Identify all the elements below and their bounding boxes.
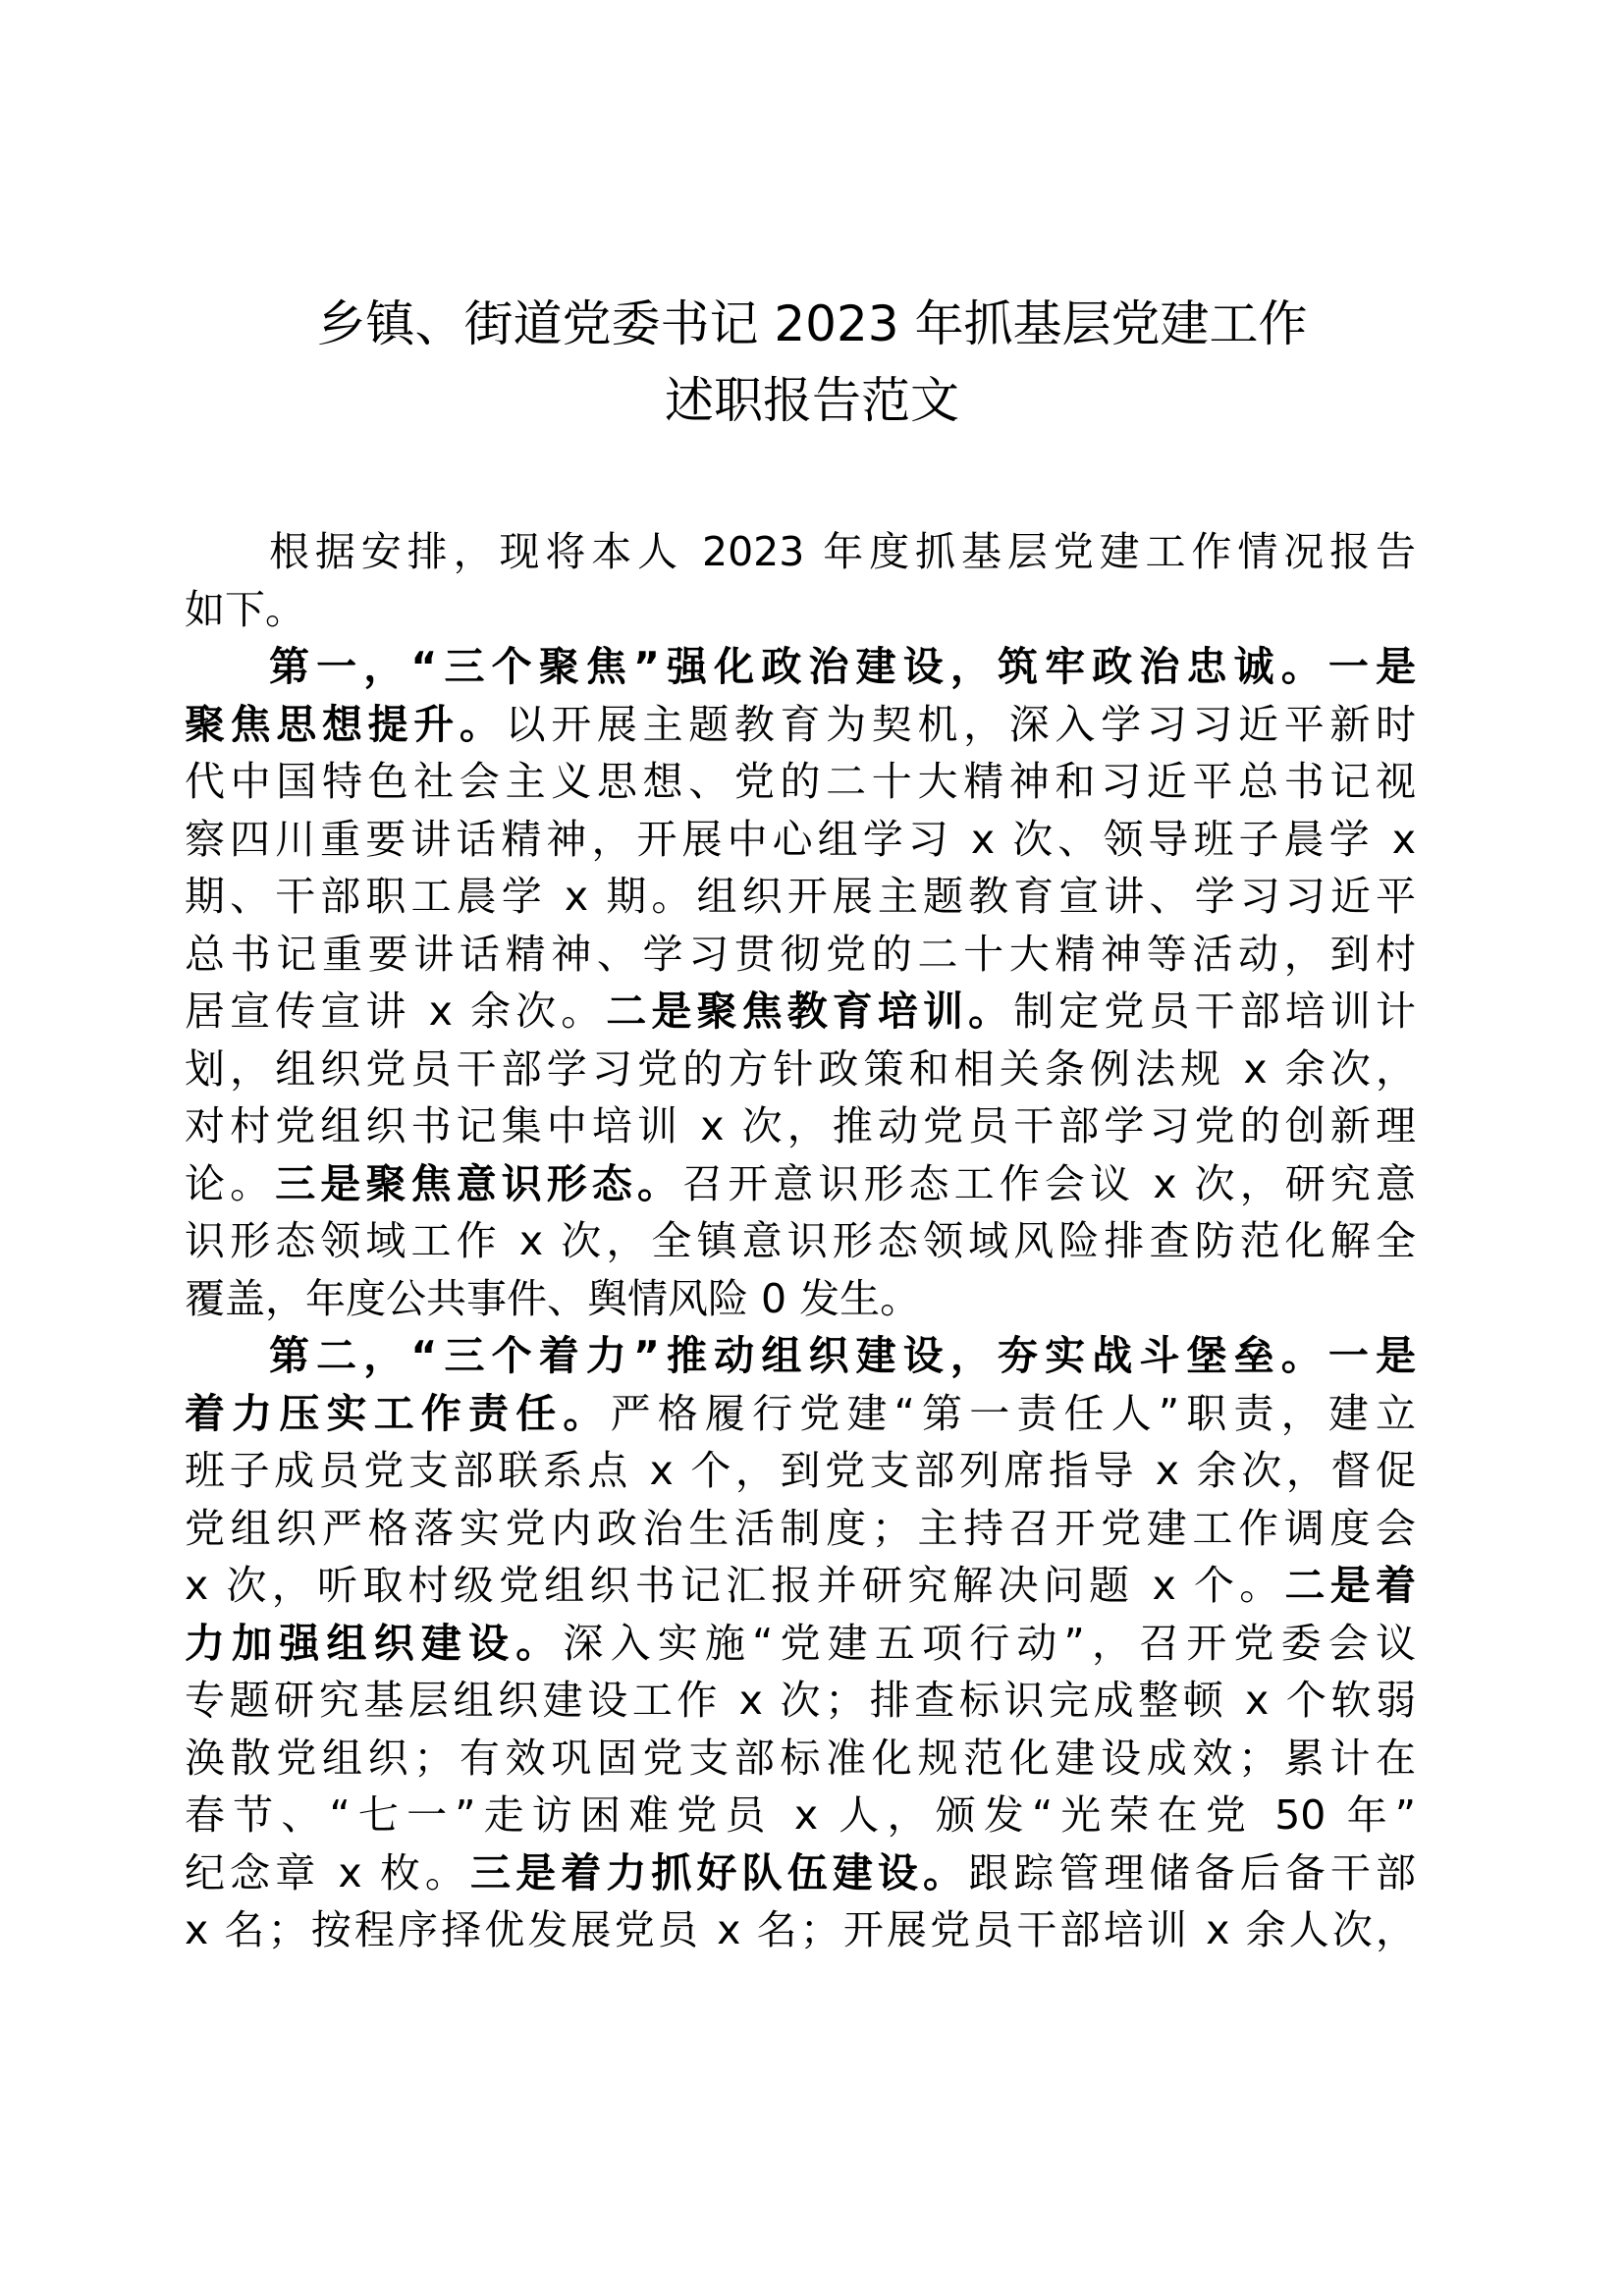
body-text: 专题研究基层组织建设工作 x 次；排查标识完成整顿 x 个软弱 — [185, 1677, 1416, 1724]
body-text: 严格履行党建“第一责任人”职责，建立 — [610, 1389, 1416, 1437]
body-text: x 名；按程序择优发展党员 x 名；开展党员干部培训 x 余人次， — [185, 1906, 1416, 1953]
paragraph-2-line — [185, 811, 1416, 869]
body-text: 根据安排，现将本人 2023 年度抓基层党建工作情况报告 — [269, 528, 1416, 575]
paragraph-1-line — [185, 581, 1416, 639]
body-text: 深入实施“党建五项行动”，召开党委会议 — [563, 1619, 1416, 1667]
paragraph-3-line — [185, 1557, 1416, 1615]
body-text: 对村党组织书记集中培训 x 次，推动党员干部学习党的创新理 — [185, 1102, 1416, 1149]
body-text: 居宣传宣讲 x 余次。 — [185, 988, 607, 1035]
bold-heading-text: 力加强组织建设。 — [185, 1619, 564, 1667]
paragraph-2-line — [185, 753, 1416, 811]
paragraph-3-line — [185, 1730, 1416, 1788]
body-text: 划，组织党员干部学习党的方针政策和相关条例法规 x 余次， — [185, 1044, 1416, 1093]
body-text: 代中国特色社会主义思想、党的二十大精神和习近平总书记视 — [185, 758, 1416, 805]
paragraph-2-line — [185, 1097, 1416, 1155]
paragraph-3-line — [185, 1327, 1416, 1385]
paragraph-2-line — [185, 983, 1416, 1041]
body-text: 春节、“七一”走访困难党员 x 人，颁发“光荣在党 50 年” — [185, 1791, 1416, 1839]
body-text: 期、干部职工晨学 x 期。组织开展主题教育宣讲、学习习近平 — [185, 873, 1416, 920]
body-text: 如下。 — [185, 585, 305, 633]
body-text: 论。 — [185, 1159, 276, 1207]
paragraph-3-line — [185, 1672, 1416, 1730]
bold-heading-text: 着力压实工作责任。 — [185, 1389, 611, 1437]
paragraph-2-line — [185, 868, 1416, 926]
body-text: 制定党员干部培训计 — [1013, 988, 1416, 1035]
body-text: 总书记重要讲话精神、学习贯彻党的二十大精神等活动，到村 — [185, 930, 1416, 978]
document-body — [185, 523, 1416, 1959]
bold-heading-text: 聚焦思想提升。 — [185, 700, 506, 748]
paragraph-2-line — [185, 1041, 1416, 1098]
paragraph-2-line — [185, 1212, 1416, 1270]
body-text: 识形态领域工作 x 次，全镇意识形态领域风险排查防范化解全 — [185, 1217, 1416, 1264]
bold-heading-text: 三是着力抓好队伍建设。 — [470, 1848, 969, 1896]
bold-heading-text: 第二，“三个着力”推动组织建设，夯实战斗堡垒。一是 — [269, 1332, 1416, 1379]
document-title-line-1: 乡镇、街道党委书记 2023 年抓基层党建工作 — [316, 295, 1308, 352]
paragraph-2-line — [185, 696, 1416, 754]
paragraph-3-line — [185, 1500, 1416, 1558]
body-text: 以开展主题教育为契机，深入学习习近平新时 — [505, 700, 1416, 748]
paragraph-2-line — [185, 1270, 1416, 1328]
body-text: 召开意识形态工作会议 x 次，研究意 — [682, 1159, 1417, 1207]
document-title-line-2: 述职报告范文 — [665, 372, 959, 429]
paragraph-3-line — [185, 1385, 1416, 1443]
paragraph-3-line — [185, 1844, 1416, 1902]
bold-heading-text: 三是聚焦意识形态。 — [275, 1159, 683, 1207]
paragraph-2-line — [185, 638, 1416, 696]
paragraph-2-line — [185, 1155, 1416, 1213]
body-text: 察四川重要讲话精神，开展中心组学习 x 次、领导班子晨学 x — [185, 815, 1416, 863]
paragraph-3-line — [185, 1615, 1416, 1673]
body-text: 涣散党组织；有效巩固党支部标准化规范化建设成效；累计在 — [185, 1734, 1416, 1782]
bold-heading-text: 二是着 — [1284, 1562, 1417, 1609]
body-text: 党组织严格落实党内政治生活制度；主持召开党建工作调度会 — [185, 1504, 1416, 1552]
paragraph-3-line — [185, 1901, 1416, 1959]
body-text: x 次，听取村级党组织书记汇报并研究解决问题 x 个。 — [185, 1562, 1285, 1609]
paragraph-1-line — [185, 523, 1416, 581]
paragraph-2-line — [185, 926, 1416, 984]
body-text: 跟踪管理储备后备干部 — [968, 1848, 1417, 1896]
bold-heading-text: 二是聚焦教育培训。 — [606, 988, 1014, 1035]
bold-heading-text: 第一，“三个聚焦”强化政治建设，筑牢政治忠诚。一是 — [269, 643, 1416, 690]
paragraph-3-line — [185, 1787, 1416, 1844]
paragraph-3-line — [185, 1442, 1416, 1500]
body-text: 班子成员党支部联系点 x 个，到党支部列席指导 x 余次，督促 — [185, 1447, 1416, 1494]
body-text: 纪念章 x 枚。 — [185, 1848, 471, 1896]
body-text: 覆盖，年度公共事件、舆情风险 0 发生。 — [185, 1274, 921, 1322]
